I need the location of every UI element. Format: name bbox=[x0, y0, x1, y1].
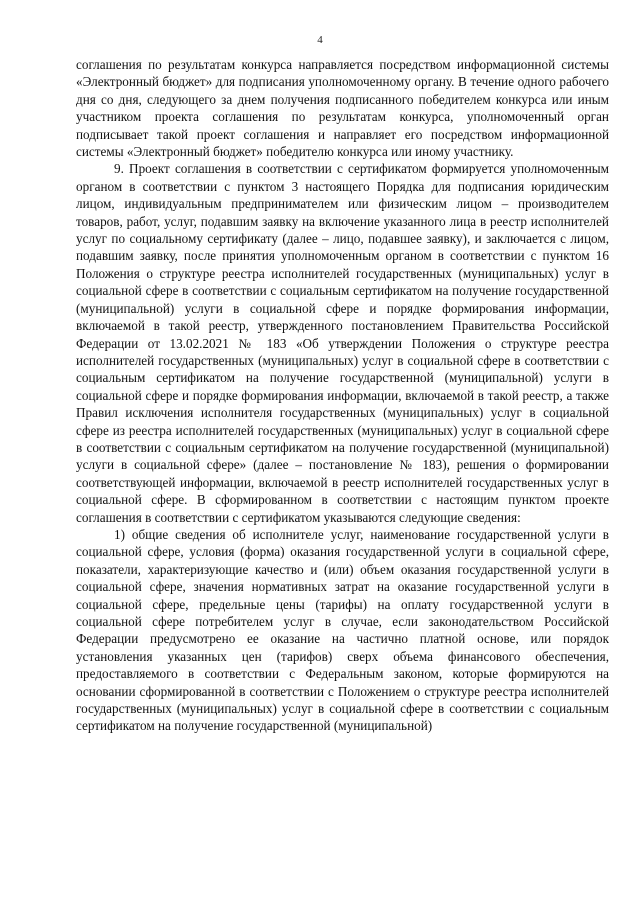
paragraph-continuation: соглашения по результатам конкурса направляется посредством информационной системы «Электронный бюджет» для подписания уполномоченному органу. В течение одного рабочего дня со дня, следующего за днем получения подписанного победителем конкурса или иным участником проекта соглашения по результатам конкурса, уполномоченный орган подписывает такой проект соглашения и направляет его посредством информационной системы «Электронный бюджет» победителю конкурса или иному участнику. bbox=[76, 57, 609, 160]
paragraph-item-9: 9. Проект соглашения в соответствии с сертификатом формируется уполномоченным органом в соответствии с пунктом 3 настоящего Порядка для подписания юридическим лицом, индивидуальным предпринимателем или физическим лицом – производителем товаров, работ, услуг, подавшим заявку на включение указанного лица в реестр исполнителей услуг по социальному сертификату (далее – лицо, подавшее заявку), и заключается с лицом, подавшим заявку, после принятия уполномоченным органом в соответствии с пунктом 16 Положения о структуре реестра исполнителей государственных (муниципальных) услуг в социальной сфере в соответствии с социальным сертификатом на получение государственной (муниципальной) услуги в социальной сфере и порядке формирования информации, включаемой в такой реестр, утвержденного постановлением Правительства Российской Федерации от 13.02.2021 № 183 «Об утверждении Положения о структуре реестра исполнителей государственных (муниципальных) услуг в социальной сфере в соответствии с социальным сертификатом на получение государственной (муниципальной) услуги в социальной сфере и порядке формирования информации, включаемой в такой реестр, а также Правил исключения исполнителя государственных (муниципальных) услуг в социальной сфере из реестра исполнителей государственных (муниципальных) услуг в социальной сфере в соответствии с социальным сертификатом на получение государственной (муниципальной) услуги в социальной сфере» (далее – постановление № 183), решения о формировании соответствующей информации, включаемой в реестр исполнителей государственных услуг в социальной сфере. В сформированном в соответствии с настоящим пунктом проекте соглашения в соответствии с сертификатом указываются следующие сведения: bbox=[76, 161, 609, 525]
paragraph-subitem-1: 1) общие сведения об исполнителе услуг, наименование государственной услуги в социальной сфере, условия (форма) оказания государственной услуги в социальной сфере, показатели, характеризующие качество и (или) объем оказания государственной услуги в социальной сфере, значения нормативных затрат на оказание государственной услуги в социальной сфере, предельные цены (тарифы) на оплату государственной услуги в социальной сфере потребителем услуг в случае, если законодательством Российской Федерации предусмотрено ее оказание на частично платной основе, или порядок установления указанных цен (тарифов) сверх объема финансового обеспечения, предоставляемого в соответствии с Федеральным законом, которые формируются на основании сформированной в соответствии с Положением о структуре реестра исполнителей государственных (муниципальных) услуг в социальной сфере в соответствии с социальным сертификатом на получение государственной (муниципальной) bbox=[76, 526, 609, 734]
page-number: 4 bbox=[317, 34, 323, 46]
document-body bbox=[76, 56, 609, 735]
